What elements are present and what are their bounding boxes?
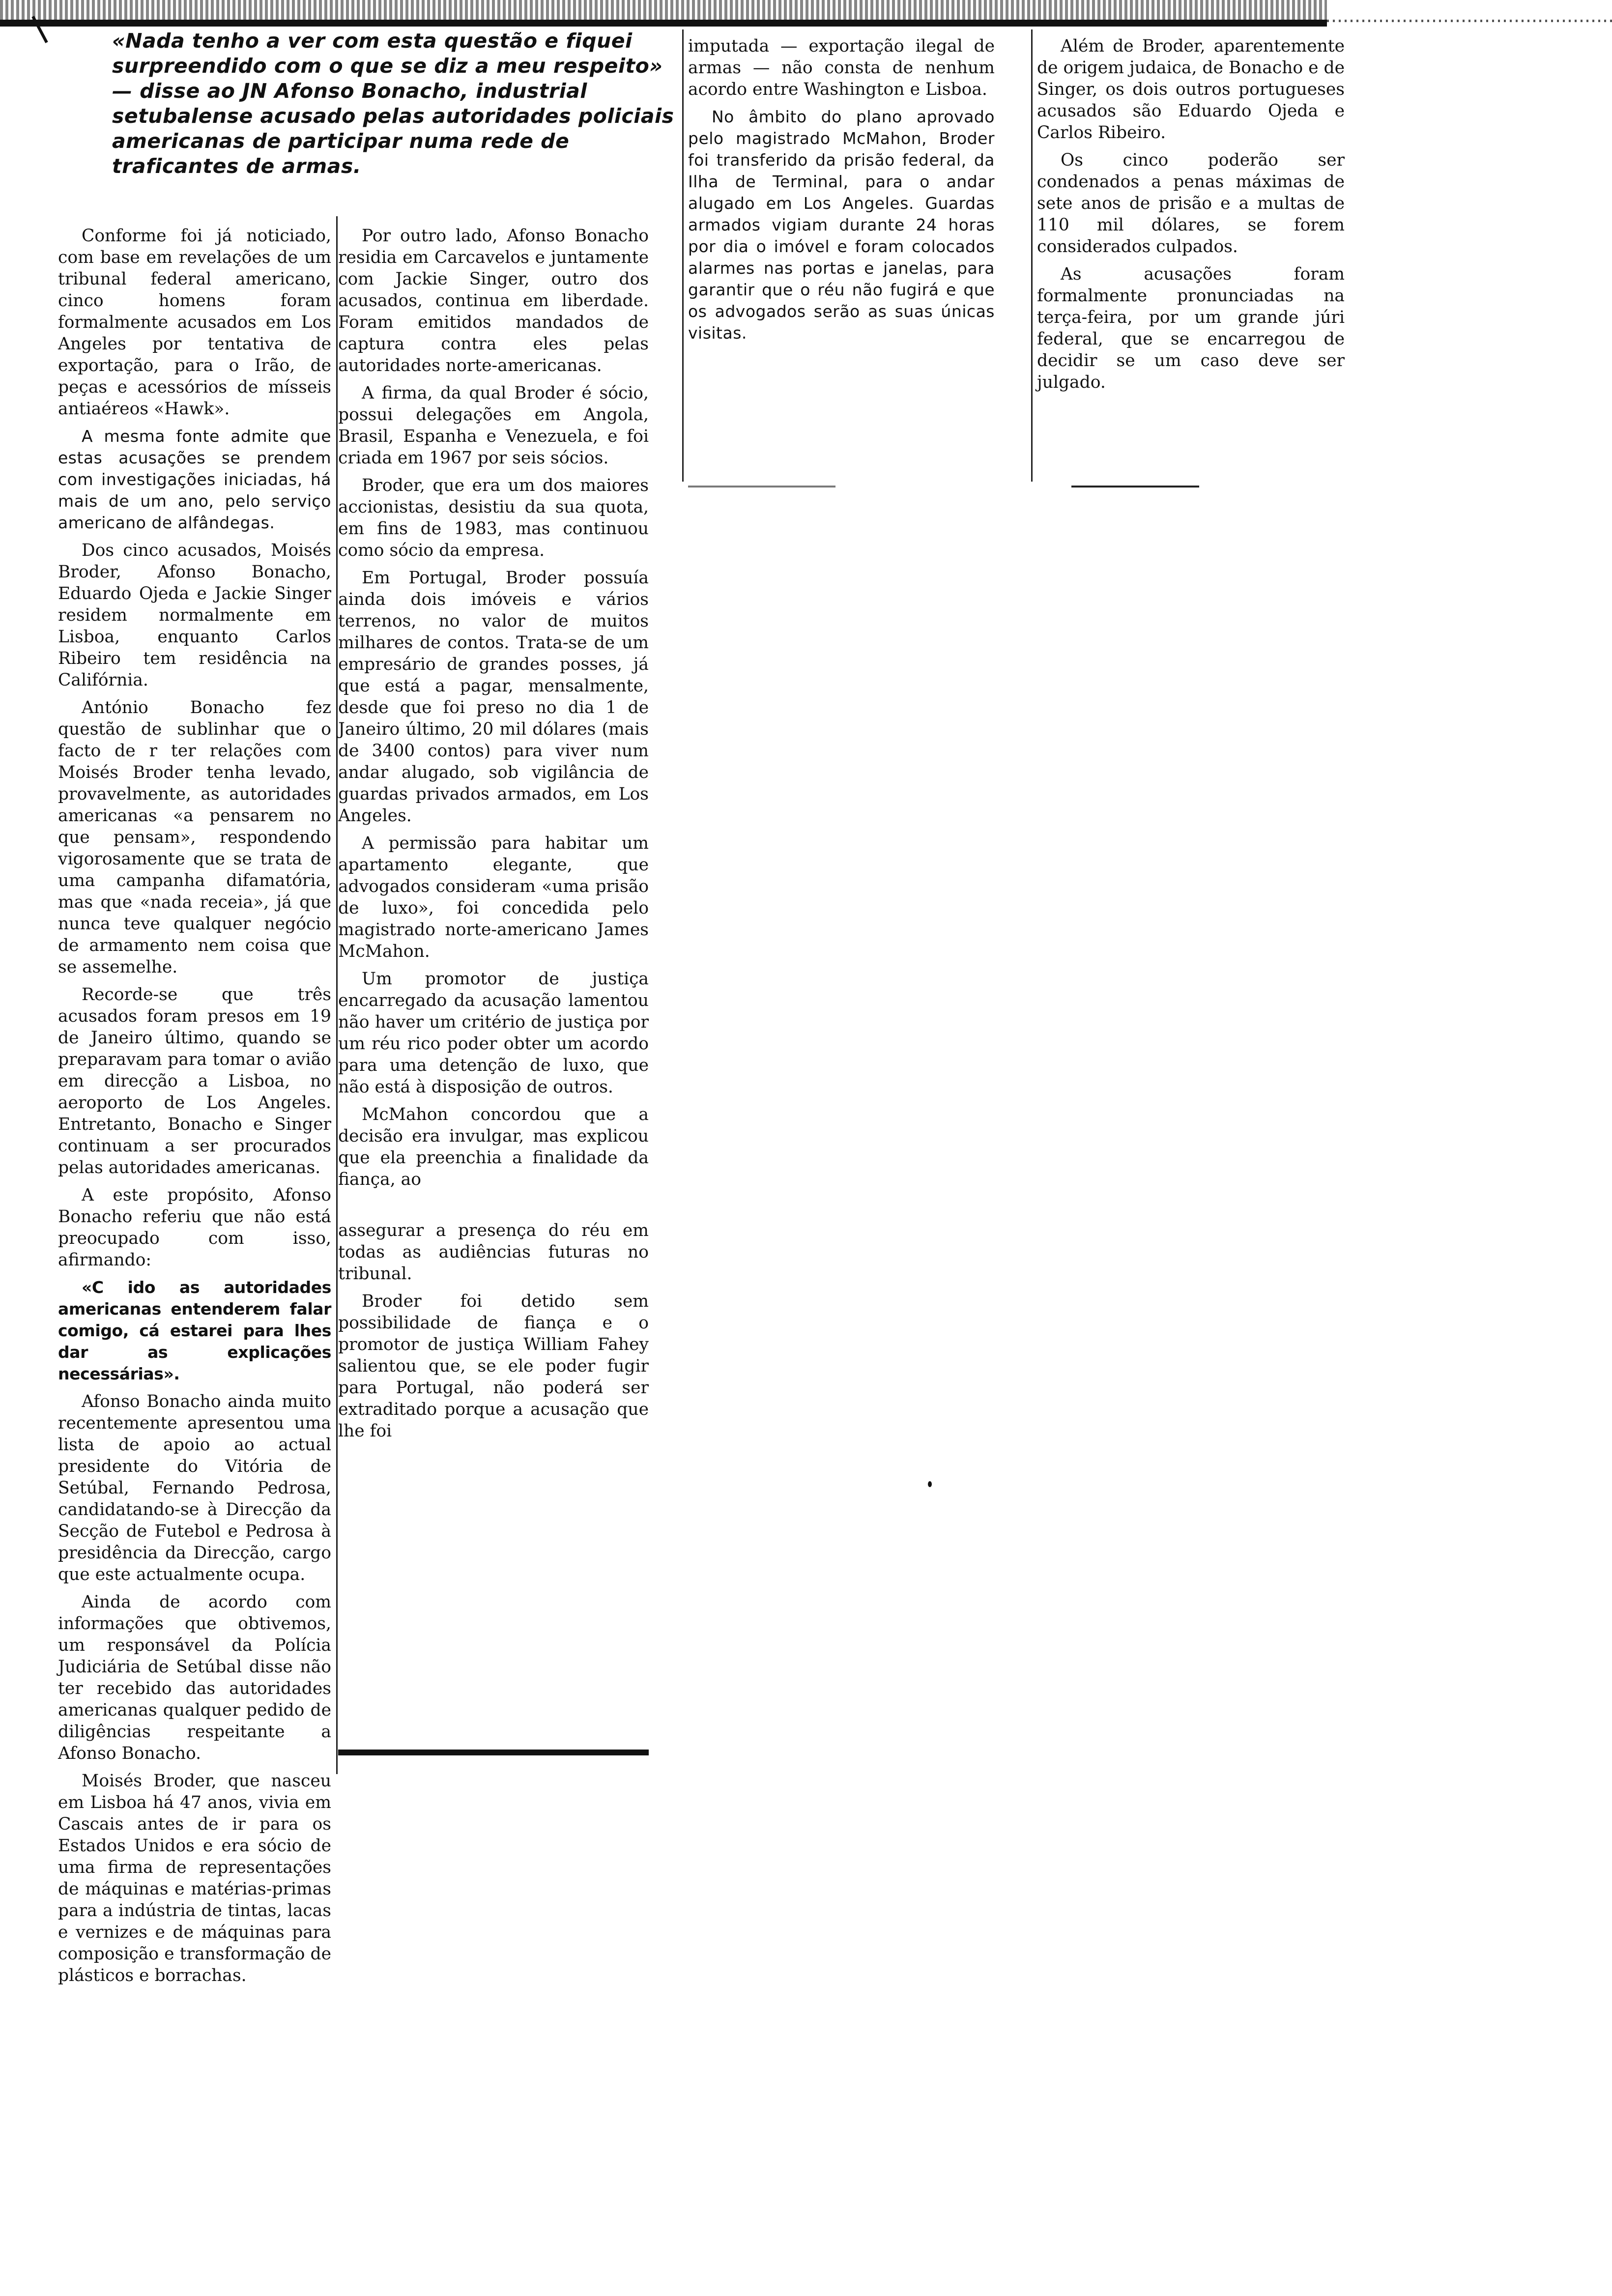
paragraph: A este propósito, Afonso Bonacho referiu que não está preocupado com isso, afirmando: (58, 1185, 331, 1270)
top-border-pattern (0, 0, 1327, 22)
column-divider (682, 29, 684, 482)
paragraph: Recorde-se que três acusados foram presos em 19 de Janeiro último, quando se preparavam para tomar o avião em direcção a Lisboa, no aeroporto de Los Angeles. Entretanto, Bonacho e Singer continuam a ser procurados pelas autoridades americanas. (58, 985, 331, 1177)
paragraph: A firma, da qual Broder é sócio, possui delegações em Angola, Brasil, Espanha e Venezuela, e foi criada em 1967 por seis sócios. (338, 383, 649, 468)
paragraph: Moisés Broder, que nasceu em Lisboa há 47 anos, vivia em Cascais antes de ir para os Estados Unidos e era sócio de uma firma de representações de máquinas e matérias-primas para a indústria de tintas, lacas e vernizes e de máquinas para composição e transformação de plásticos e borrachas. (58, 1771, 331, 1985)
paragraph: Ainda de acordo com informações que obtivemos, um responsável da Polícia Judiciária de Setúbal disse não ter recebido das autoridades americanas qualquer pedido de diligências respeitante a Afonso Bonacho. (58, 1592, 331, 1763)
quote-paragraph: «C ido as autoridades americanas entenderem falar comigo, cá estarei para lhes dar as explicações necessárias». (58, 1278, 331, 1383)
paragraph: A mesma fonte admite que estas acusações se prendem com investigações iniciadas, há mais de um ano, pelo serviço americano de alfândegas. (58, 427, 331, 532)
paragraph: Os cinco poderão ser condenados a penas máximas de sete anos de prisão e a multas de 110 mil dólares, se forem considerados culpados. (1037, 150, 1345, 257)
paragraph: Além de Broder, aparentemente de origem judaica, de Bonacho e de Singer, os dois outros portugueses acusados são Eduardo Ojeda e Carlos Ribeiro. (1037, 36, 1345, 143)
top-border-rule (0, 20, 1327, 27)
article-column-3 (688, 35, 995, 350)
paragraph: Por outro lado, Afonso Bonacho residia em Carcavelos e juntamente com Jackie Singer, outro dos acusados, continua em liberdade. Foram emitidos mandados de captura contra eles pelas autoridades norte-americanas. (338, 226, 649, 375)
article-column-4 (1037, 35, 1345, 399)
paragraph: imputada — exportação ilegal de armas — não consta de nenhum acordo entre Washington e Lisboa. (688, 36, 995, 99)
paragraph: As acusações foram formalmente pronunciadas na terça-feira, por um grande júri federal, que se encarregou de decidir se um caso deve ser julgado. (1037, 264, 1345, 392)
paragraph: Em Portugal, Broder possuía ainda dois imóveis e vários terrenos, no valor de muitos milhares de contos. Trata-se de um empresário de grandes posses, já que está a pagar, mensalmente, desde que foi preso no dia 1 de Janeiro último, 20 mil dólares (mais de 3400 contos) para viver num andar alugado, sob vigilância de guardas privados armados, em Los Angeles. (338, 568, 649, 826)
paragraph: António Bonacho fez questão de sublinhar que o facto de r ter relações com Moisés Broder tenha levado, provavelmente, as autoridades americanas «a pensarem no que pensam», respondendo vigorosamente que se trata de uma campanha difamatória, mas que «nada receia», já que nunca teve qualquer negócio de armamento nem coisa que se assemelhe. (58, 698, 331, 977)
column-divider (336, 216, 338, 1774)
top-border-dotted-rule (1327, 20, 1612, 22)
column-end-rule (338, 1750, 649, 1755)
paragraph: A permissão para habitar um apartamento elegante, que advogados consideram «uma prisão de luxo», foi concedida pelo magistrado norte-americano James McMahon. (338, 833, 649, 961)
paragraph: Afonso Bonacho ainda muito recentemente apresentou uma lista de apoio ao actual presidente do Vitória de Setúbal, Fernando Pedrosa, candidatando-se à Direcção da Secção de Futebol e Pedrosa à presidência da Direcção, cargo que este actualmente ocupa. (58, 1392, 331, 1584)
paragraph: McMahon concordou que a decisão era invulgar, mas explicou que ela preenchia a finalidade da fiança, ao (338, 1105, 649, 1189)
paragraph: Conforme foi já noticiado, com base em revelações de um tribunal federal americano, cinco homens foram formalmente acusados em Los Angeles por tentativa de exportação, para o Irão, de peças e acessórios de mísseis antiaéreos «Hawk». (58, 226, 331, 419)
paragraph: assegurar a presença do réu em todas as audiências futuras no tribunal. (338, 1221, 649, 1284)
paragraph: Broder foi detido sem possibilidade de fiança e o promotor de justiça William Fahey salientou que, se ele poder fugir para Portugal, não poderá ser extraditado porque a acusação que lhe foi (338, 1292, 649, 1441)
ink-speck (928, 1481, 932, 1487)
column-divider (1031, 29, 1033, 482)
paragraph: No âmbito do plano aprovado pelo magistrado McMahon, Broder foi transferido da prisão federal, da Ilha de Terminal, para o andar alugado em Los Angeles. Guardas armados vigiam durante 24 horas por dia o imóvel e foram colocados alarmes nas portas e janelas, para garantir que o réu não fugirá e que os advogados serão as suas únicas visitas. (688, 107, 995, 343)
paragraph: Broder, que era um dos maiores accionistas, desistiu da sua quota, em fins de 1983, mas continuou como sócio da empresa. (338, 476, 649, 560)
paragraph: Um promotor de justiça encarregado da acusação lamentou não haver um critério de justiça por um réu rico poder obter um acordo para uma detenção de luxo, que não está à disposição de outros. (338, 969, 649, 1097)
paragraph: Dos cinco acusados, Moisés Broder, Afonso Bonacho, Eduardo Ojeda e Jackie Singer residem normalmente em Lisboa, enquanto Carlos Ribeiro tem residência na Califórnia. (58, 541, 331, 690)
article-column-2 (338, 225, 649, 1448)
end-dash-rule (1071, 486, 1199, 488)
end-dash-rule (688, 486, 835, 488)
article-column-1 (58, 225, 331, 1992)
article-headline: «Nada tenho a ver com esta questão e fiquei surpreendido com o que se diz a meu respeito» — disse ao JN Afonso Bonacho, industrial setubalense acusado pelas autoridades policiais americanas de participar numa rede de traficantes de armas. (112, 29, 674, 178)
